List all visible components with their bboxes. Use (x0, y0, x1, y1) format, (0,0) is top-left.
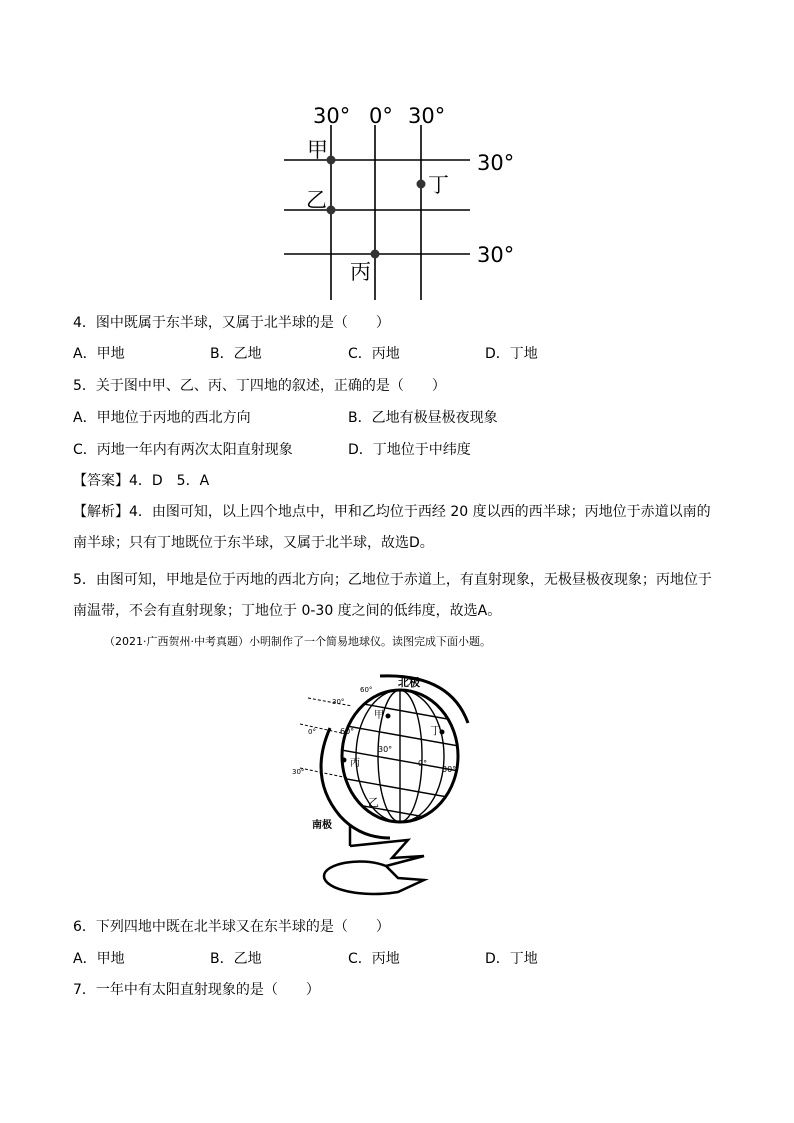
label-deg30a: 30° (332, 698, 345, 706)
label-jia: 甲 (374, 710, 384, 721)
point-bing (371, 250, 380, 259)
q5-option-d: D．丁地位于中纬度 (348, 442, 471, 458)
top-label-2: 0° (369, 104, 393, 128)
analysis-paragraph-2: 5．由图可知，甲地是位于丙地的西北方向；乙地位于赤道上，有直射现象，无极昼极夜现象；丙地位于南温带，不会有直射现象；丁地位于 0-30 度之间的低纬度，故选A。 (73, 572, 712, 619)
answer-line (73, 471, 209, 491)
top-label-1: 30° (313, 104, 351, 128)
q7-stem: 7．一年中有太阳直射现象的是（ ） (73, 982, 320, 998)
point-ding (417, 180, 426, 189)
source-line: （2021·广西贺州·中考真题）小明制作了一个简易地球仪。读图完成下面小题。 (104, 635, 491, 648)
globe-point-bing (342, 758, 347, 763)
right-label-2: 30° (477, 243, 515, 267)
label-ding: 丁 (430, 724, 441, 737)
right-label-1: 30° (477, 151, 515, 175)
label-bing: 丙 (350, 260, 371, 284)
label-deg0: 0° (308, 728, 316, 736)
label-deg30c: 30° (378, 745, 393, 754)
label-south-pole: 南极 (312, 820, 332, 831)
label-bing: 丙 (350, 758, 360, 769)
top-label-3: 30° (408, 104, 446, 128)
label-deg0b: 0° (418, 759, 428, 768)
q6-option-d: D．丁地 (485, 951, 538, 967)
label-yi: 乙 (368, 796, 379, 809)
q5-stem: 5．关于图中甲、乙、丙、丁四地的叙述，正确的是（ ） (73, 378, 446, 394)
label-deg60b: 60° (340, 727, 355, 736)
q6-option-b: B．乙地 (210, 951, 262, 967)
label-deg30b: 30° (292, 768, 305, 776)
q4-option-a: A．甲地 (73, 346, 125, 362)
analysis-tag: 【解析】 (73, 504, 129, 520)
label-north-pole: 北极 (398, 676, 420, 689)
answer-text: 4．D 5．A (129, 473, 210, 489)
lat-long-grid-figure (280, 95, 530, 305)
q5-option-b: B．乙地有极昼极夜现象 (348, 410, 498, 426)
q6-option-a: A．甲地 (73, 951, 125, 967)
q6-stem: 6．下列四地中既在北半球又在东半球的是（ ） (73, 919, 390, 935)
analysis-text-1: 4．由图可知，以上四个地点中，甲和乙均位于西经 20 度以西的西半球；丙地位于赤道以南的南半球；只有丁地既位于东半球，又属于北半球，故选D。 (73, 504, 711, 551)
q5-option-c: C．丙地一年内有两次太阳直射现象 (73, 442, 293, 458)
point-yi (327, 206, 336, 215)
q4-option-d: D．丁地 (485, 346, 538, 362)
q6-option-c: C．丙地 (348, 951, 400, 967)
q4-stem: 4．图中既属于东半球，又属于北半球的是（ ） (73, 315, 390, 331)
globe-figure (290, 668, 480, 900)
globe-point-jia (386, 714, 391, 719)
analysis-paragraph-1 (73, 497, 723, 559)
label-deg30d: 30° (442, 765, 457, 774)
label-yi: 乙 (306, 188, 327, 212)
label-deg60a: 60° (360, 686, 373, 694)
q4-option-b: B．乙地 (210, 346, 262, 362)
label-ding: 丁 (428, 173, 449, 197)
label-jia: 甲 (307, 138, 328, 162)
answer-tag: 【答案】 (73, 473, 129, 489)
q4-option-c: C．丙地 (348, 346, 400, 362)
q5-option-a: A．甲地位于丙地的西北方向 (73, 410, 251, 426)
